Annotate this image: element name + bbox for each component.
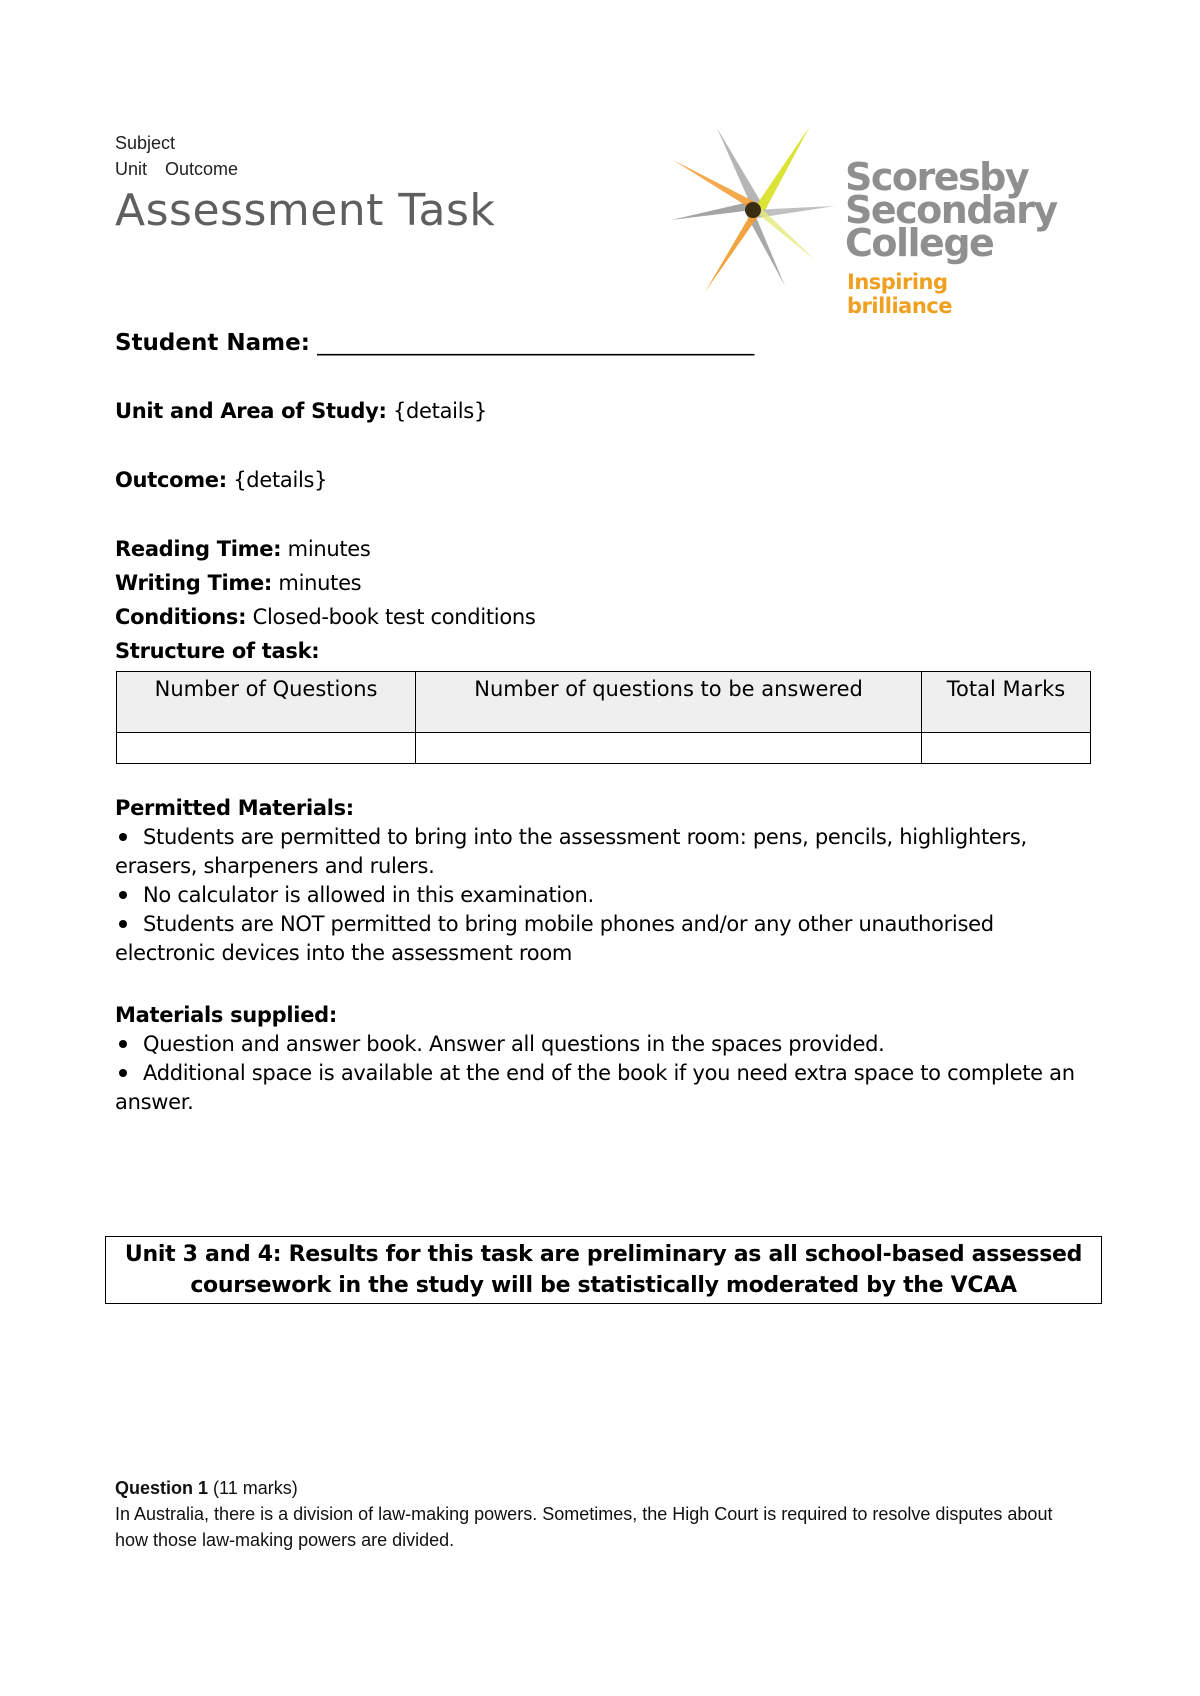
reading-time-row bbox=[115, 535, 371, 564]
student-name-label: Student Name: bbox=[115, 330, 310, 356]
unit-outcome-line bbox=[115, 159, 238, 180]
bullet-icon bbox=[119, 833, 127, 841]
permitted-list bbox=[115, 823, 1090, 968]
question-1-marks: (11 marks) bbox=[213, 1478, 298, 1498]
unit-area-value: {details} bbox=[392, 399, 487, 423]
logo-name-line2: Secondary bbox=[845, 188, 1057, 232]
conditions-label: Conditions: bbox=[115, 605, 247, 629]
table-header-row bbox=[117, 672, 1091, 733]
supplied-section bbox=[115, 1001, 1090, 1117]
outcome-row bbox=[115, 466, 327, 495]
outcome-value: {details} bbox=[233, 468, 328, 492]
list-item: Students are permitted to bring into the assessment room: pens, pencils, highlighters, erasers, sharpeners and rulers. bbox=[115, 825, 1027, 878]
permitted-heading: Permitted Materials: bbox=[115, 796, 354, 820]
conditions-value: Closed-book test conditions bbox=[252, 605, 536, 629]
page-title: Assessment Task bbox=[115, 185, 496, 236]
unit-area-label: Unit and Area of Study: bbox=[115, 399, 387, 423]
writing-time-value: minutes bbox=[278, 571, 362, 595]
question-1 bbox=[115, 1475, 1075, 1553]
outcome-label: Outcome bbox=[165, 159, 239, 179]
table-header-cell: Number of questions to be answered bbox=[416, 672, 922, 733]
reading-time-label: Reading Time: bbox=[115, 537, 282, 561]
question-1-label: Question 1 bbox=[115, 1478, 209, 1498]
table-cell[interactable] bbox=[922, 733, 1091, 764]
list-item: No calculator is allowed in this examination. bbox=[115, 881, 1090, 910]
structure-row bbox=[115, 637, 319, 666]
student-name-line[interactable]: ______________________________________ bbox=[317, 330, 755, 356]
logo-tagline: Inspiring brilliance bbox=[847, 270, 952, 318]
supplied-heading: Materials supplied: bbox=[115, 1003, 337, 1027]
bullet-icon bbox=[119, 891, 127, 899]
subject-label: Subject bbox=[115, 133, 176, 153]
structure-label: Structure of task: bbox=[115, 639, 320, 663]
unit-label: Unit bbox=[115, 159, 148, 179]
table-header-cell: Total Marks bbox=[922, 672, 1091, 733]
logo-name-line3: College bbox=[845, 221, 994, 265]
structure-table bbox=[116, 671, 1091, 764]
conditions-row bbox=[115, 603, 536, 632]
outcome-field-label: Outcome: bbox=[115, 468, 227, 492]
list-item: Additional space is available at the end of the book if you need extra space to complete an answer. bbox=[115, 1061, 1075, 1114]
table-header-cell: Number of Questions bbox=[117, 672, 416, 733]
student-name-row bbox=[115, 330, 754, 356]
list-item: Question and answer book. Answer all questions in the spaces provided. bbox=[115, 1030, 1090, 1059]
table-row bbox=[117, 733, 1091, 764]
question-1-heading bbox=[115, 1475, 1075, 1501]
star-burst-logo-icon bbox=[665, 120, 845, 300]
list-item: Students are NOT permitted to bring mobile phones and/or any other unauthorised electronic devices into the assessment room bbox=[115, 912, 994, 965]
writing-time-row bbox=[115, 569, 361, 598]
writing-time-label: Writing Time: bbox=[115, 571, 273, 595]
supplied-list bbox=[115, 1030, 1090, 1117]
bullet-icon bbox=[119, 1040, 127, 1048]
reading-time-value: minutes bbox=[287, 537, 371, 561]
unit-area-row bbox=[115, 397, 487, 426]
table-cell[interactable] bbox=[117, 733, 416, 764]
bullet-icon bbox=[119, 1069, 127, 1077]
moderation-notice: Unit 3 and 4: Results for this task are preliminary as all school-based assessed coursework in the study will be statistically moderated by the VCAA bbox=[105, 1236, 1102, 1304]
table-cell[interactable] bbox=[416, 733, 922, 764]
question-1-text: In Australia, there is a division of law-making powers. Sometimes, the High Court is required to resolve disputes about how those law-making powers are divided. bbox=[115, 1504, 1053, 1550]
logo-name-line1: Scoresby bbox=[845, 155, 1029, 199]
college-logo bbox=[665, 120, 1057, 318]
permitted-section bbox=[115, 794, 1090, 968]
bullet-icon bbox=[119, 920, 127, 928]
